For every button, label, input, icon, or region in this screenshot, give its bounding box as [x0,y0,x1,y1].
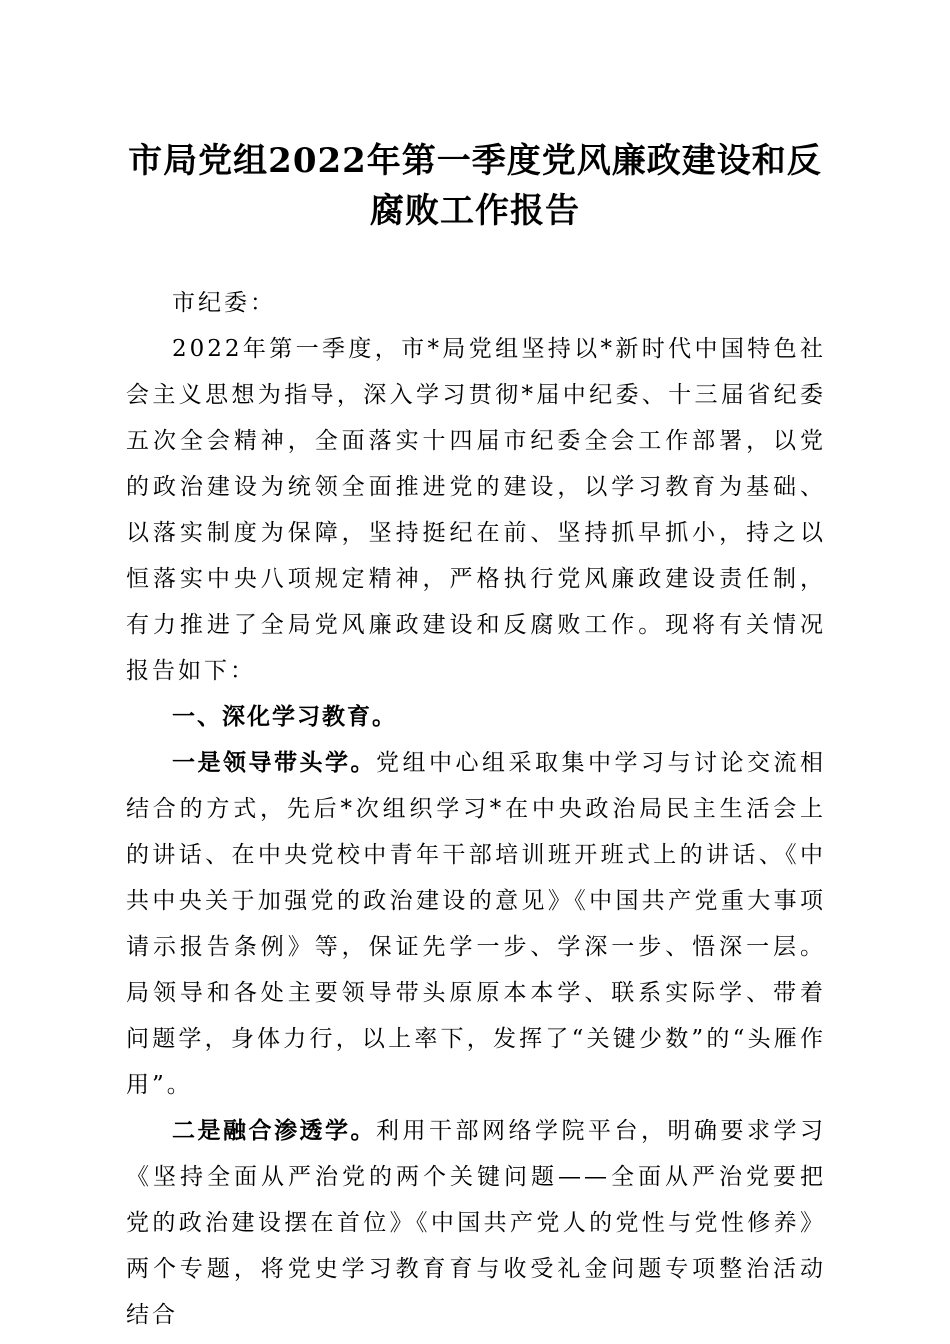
title-line-1: 市局党组2022年第一季度党风廉政建设和反 [128,141,822,181]
intro-paragraph: 2022年第一季度，市*局党组坚持以*新时代中国特色社会主义思想为指导，深入学习贯彻*届中纪委、十三届省纪委五次全会精神，全面落实十四届市纪委全会工作部署，以党的政治建设为统领全面推进党的建设，以学习教育为基础、以落实制度为保障，坚持挺纪在前、坚持抓早抓小，持之以恒落实中央八项规定精神，严格执行党风廉政建设责任制，有力推进了全局党风廉政建设和反腐败工作。现将有关情况报告如下： [126,336,826,684]
paragraph-1-lead: 一是领导带头学。 [172,750,376,776]
salutation: 市纪委： [172,290,276,316]
paragraph-2 [126,1108,826,1338]
document-body [126,280,826,1338]
paragraph-2-text: 利用干部网络学院平台，明确要求学习《坚持全面从严治党的两个关键问题——全面从严治党要把党的政治建设摆在首位》《中国共产党人的党性与党性修养》两个专题，将党史学习教育育与收受礼金问题专项整治活动结合 [126,1118,826,1328]
paragraph-1 [126,740,826,1108]
document-title [110,136,840,236]
paragraph-2-lead: 二是融合渗透学。 [172,1118,376,1144]
title-line-2: 腐败工作报告 [370,191,580,231]
section-1-heading: 一、深化学习教育。 [172,704,397,730]
paragraph-1-text: 党组中心组采取集中学习与讨论交流相结合的方式，先后*次组织学习*在中央政治局民主生活会上的讲话、在中央党校中青年干部培训班开班式上的讲话、《中共中央关于加强党的政治建设的意见》《中国共产党重大事项请示报告条例》等，保证先学一步、学深一步、悟深一层。局领导和各处主要领导带头原原本本学、联系实际学、带着问题学，身体力行，以上率下，发挥了“关键少数”的“头雁作用”。 [126,750,826,1098]
